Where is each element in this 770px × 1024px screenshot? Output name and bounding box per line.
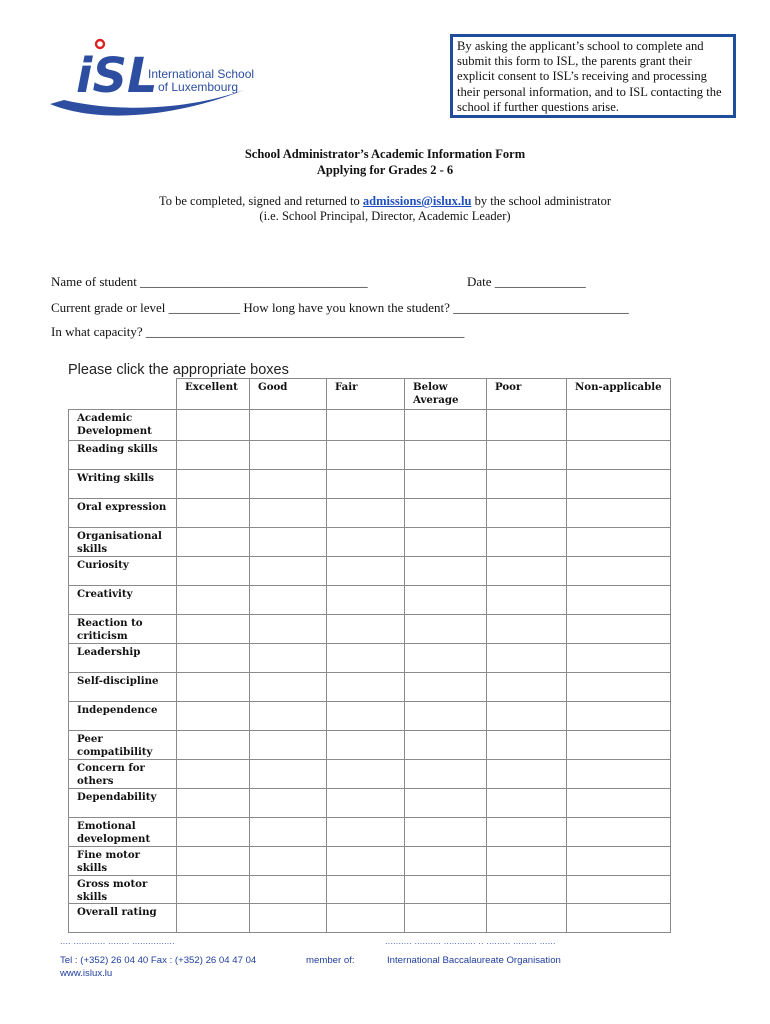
rating-checkbox-cell[interactable]: [567, 876, 671, 904]
rating-checkbox-cell[interactable]: [567, 557, 671, 586]
rating-checkbox-cell[interactable]: [177, 644, 250, 673]
rating-checkbox-cell[interactable]: [567, 731, 671, 760]
rating-checkbox-cell[interactable]: [327, 441, 405, 470]
table-row: [69, 528, 671, 557]
date-field[interactable]: Date ______________: [467, 274, 586, 289]
rating-checkbox-cell[interactable]: [405, 557, 487, 586]
row-label: Reading skills: [69, 441, 177, 470]
rating-checkbox-cell[interactable]: [327, 876, 405, 904]
column-header-below-average: Below Average: [405, 379, 487, 410]
table-row: [69, 876, 671, 904]
rating-checkbox-cell[interactable]: [250, 702, 327, 731]
rating-checkbox-cell[interactable]: [487, 470, 567, 499]
row-label: Creativity: [69, 586, 177, 615]
rating-checkbox-cell[interactable]: [567, 470, 671, 499]
rating-checkbox-cell[interactable]: [177, 818, 250, 847]
grade-and-duration-field[interactable]: Current grade or level ___________ How long have you known the student? ___________________________: [51, 300, 629, 315]
rating-checkbox-cell[interactable]: [487, 847, 567, 876]
rating-checkbox-cell[interactable]: [405, 760, 487, 789]
rating-checkbox-cell[interactable]: [327, 410, 405, 441]
row-label: Reaction to criticism: [69, 615, 177, 644]
rating-checkbox-cell[interactable]: [487, 644, 567, 673]
table-row: [69, 847, 671, 876]
rating-checkbox-cell[interactable]: [567, 847, 671, 876]
table-row: [69, 644, 671, 673]
rating-checkbox-cell[interactable]: [487, 818, 567, 847]
rating-checkbox-cell[interactable]: [487, 528, 567, 557]
consent-notice: By asking the applicant’s school to complete and submit this form to ISL, the parents grant their explicit consent to ISL’s receiving and processing their personal information, and to ISL contacting the school if further questions arise.: [450, 34, 736, 118]
rating-checkbox-cell[interactable]: [487, 789, 567, 818]
rating-checkbox-cell[interactable]: [177, 789, 250, 818]
rating-checkbox-cell[interactable]: [487, 702, 567, 731]
rating-checkbox-cell[interactable]: [567, 441, 671, 470]
table-caption: Please click the appropriate boxes: [68, 362, 289, 378]
table-row: [69, 760, 671, 789]
rating-checkbox-cell[interactable]: [327, 557, 405, 586]
instruction-line1: [0, 194, 770, 209]
rating-checkbox-cell[interactable]: [567, 615, 671, 644]
rating-checkbox-cell[interactable]: [405, 673, 487, 702]
rating-checkbox-cell[interactable]: [327, 470, 405, 499]
rating-checkbox-cell[interactable]: [567, 528, 671, 557]
rating-checkbox-cell[interactable]: [327, 847, 405, 876]
rating-checkbox-cell[interactable]: [177, 673, 250, 702]
capacity-field[interactable]: In what capacity? _________________________________________________: [51, 324, 465, 339]
rating-checkbox-cell[interactable]: [405, 586, 487, 615]
rating-checkbox-cell[interactable]: [250, 789, 327, 818]
rating-checkbox-cell[interactable]: [487, 410, 567, 441]
rating-checkbox-cell[interactable]: [327, 731, 405, 760]
table-row: [69, 557, 671, 586]
logo-mark: iSL: [76, 48, 158, 104]
row-label: Oral expression: [69, 499, 177, 528]
rating-checkbox-cell[interactable]: [177, 731, 250, 760]
rating-checkbox-cell[interactable]: [567, 644, 671, 673]
rating-checkbox-cell[interactable]: [405, 615, 487, 644]
rating-checkbox-cell[interactable]: [487, 586, 567, 615]
row-label: Gross motor skills: [69, 876, 177, 904]
rating-checkbox-cell[interactable]: [250, 470, 327, 499]
instructions: [0, 194, 770, 224]
table-row: [69, 410, 671, 441]
rating-checkbox-cell[interactable]: [327, 904, 405, 933]
rating-checkbox-cell[interactable]: [177, 904, 250, 933]
rating-checkbox-cell[interactable]: [487, 731, 567, 760]
rating-checkbox-cell[interactable]: [487, 760, 567, 789]
footer-cut-line-right: .......... .......... ............ .. ......... ......... ......: [385, 936, 556, 947]
rating-checkbox-cell[interactable]: [177, 499, 250, 528]
rating-checkbox-cell[interactable]: [250, 847, 327, 876]
rating-checkbox-cell[interactable]: [250, 760, 327, 789]
row-label: Emotional development: [69, 818, 177, 847]
rating-checkbox-cell[interactable]: [177, 557, 250, 586]
rating-checkbox-cell[interactable]: [567, 904, 671, 933]
rating-checkbox-cell[interactable]: [487, 876, 567, 904]
rating-checkbox-cell[interactable]: [250, 731, 327, 760]
rating-checkbox-cell[interactable]: [567, 410, 671, 441]
rating-checkbox-cell[interactable]: [405, 410, 487, 441]
rating-table: [68, 378, 671, 933]
rating-checkbox-cell[interactable]: [487, 904, 567, 933]
rating-checkbox-cell[interactable]: [177, 760, 250, 789]
rating-checkbox-cell[interactable]: [250, 615, 327, 644]
rating-checkbox-cell[interactable]: [177, 615, 250, 644]
table-row: [69, 818, 671, 847]
rating-checkbox-cell[interactable]: [567, 499, 671, 528]
rating-checkbox-cell[interactable]: [177, 441, 250, 470]
instruction-prefix: To be completed, signed and returned to: [158, 194, 363, 208]
header-blank: [69, 379, 177, 410]
row-label: Dependability: [69, 789, 177, 818]
rating-checkbox-cell[interactable]: [405, 847, 487, 876]
column-header-fair: Fair: [327, 379, 405, 410]
rating-checkbox-cell[interactable]: [327, 789, 405, 818]
rating-checkbox-cell[interactable]: [177, 876, 250, 904]
row-label: Curiosity: [69, 557, 177, 586]
rating-checkbox-cell[interactable]: [405, 818, 487, 847]
rating-checkbox-cell[interactable]: [327, 586, 405, 615]
rating-checkbox-cell[interactable]: [250, 644, 327, 673]
rating-checkbox-cell[interactable]: [405, 528, 487, 557]
table-header-row: [69, 379, 671, 410]
rating-checkbox-cell[interactable]: [567, 702, 671, 731]
rating-checkbox-cell[interactable]: [487, 499, 567, 528]
rating-checkbox-cell[interactable]: [250, 876, 327, 904]
rating-checkbox-cell[interactable]: [250, 904, 327, 933]
rating-checkbox-cell[interactable]: [250, 528, 327, 557]
row-label: Concern for others: [69, 760, 177, 789]
rating-checkbox-cell[interactable]: [327, 499, 405, 528]
column-header-non-applicable: Non-applicable: [567, 379, 671, 410]
row-label: Organisational skills: [69, 528, 177, 557]
isl-logo: [44, 34, 280, 120]
rating-checkbox-cell[interactable]: [327, 528, 405, 557]
rating-checkbox-cell[interactable]: [487, 557, 567, 586]
rating-checkbox-cell[interactable]: [250, 441, 327, 470]
footer-tel-fax: Tel : (+352) 26 04 40 Fax : (+352) 26 04 47 04: [60, 955, 257, 966]
rating-checkbox-cell[interactable]: [250, 557, 327, 586]
form-header: [0, 147, 770, 178]
rating-checkbox-cell[interactable]: [487, 441, 567, 470]
row-label: Leadership: [69, 644, 177, 673]
rating-checkbox-cell[interactable]: [177, 847, 250, 876]
rating-checkbox-cell[interactable]: [405, 644, 487, 673]
rating-checkbox-cell[interactable]: [405, 441, 487, 470]
rating-checkbox-cell[interactable]: [567, 760, 671, 789]
row-label: Writing skills: [69, 470, 177, 499]
footer-member-of: member of:: [306, 955, 355, 966]
rating-checkbox-cell[interactable]: [327, 615, 405, 644]
logo-line2: of Luxembourg: [158, 80, 239, 94]
table-row: [69, 586, 671, 615]
rating-checkbox-cell[interactable]: [177, 702, 250, 731]
rating-checkbox-cell[interactable]: [327, 760, 405, 789]
row-label: Overall rating: [69, 904, 177, 933]
rating-checkbox-cell[interactable]: [405, 789, 487, 818]
rating-checkbox-cell[interactable]: [327, 818, 405, 847]
rating-checkbox-cell[interactable]: [405, 876, 487, 904]
rating-checkbox-cell[interactable]: [250, 818, 327, 847]
rating-checkbox-cell[interactable]: [405, 702, 487, 731]
rating-checkbox-cell[interactable]: [567, 818, 671, 847]
rating-checkbox-cell[interactable]: [405, 904, 487, 933]
footer-website[interactable]: www.islux.lu: [60, 968, 113, 979]
rating-checkbox-cell[interactable]: [487, 615, 567, 644]
rating-checkbox-cell[interactable]: [177, 410, 250, 441]
form-title: School Administrator’s Academic Information Form: [244, 147, 526, 161]
table-row: [69, 673, 671, 702]
rating-checkbox-cell[interactable]: [250, 586, 327, 615]
rating-checkbox-cell[interactable]: [567, 789, 671, 818]
row-label: Self-discipline: [69, 673, 177, 702]
row-label: Academic Development: [69, 410, 177, 441]
row-label: Peer compatibility: [69, 731, 177, 760]
rating-checkbox-cell[interactable]: [405, 731, 487, 760]
table-row: [69, 499, 671, 528]
table-row: [69, 904, 671, 933]
column-header-good: Good: [250, 379, 327, 410]
table-row: [69, 702, 671, 731]
footer-cut-line-left: .... ............ ........ ................: [60, 936, 175, 947]
rating-checkbox-cell[interactable]: [405, 499, 487, 528]
student-name-field[interactable]: Name of student ___________________________________: [51, 274, 368, 289]
rating-checkbox-cell[interactable]: [250, 673, 327, 702]
form-subtitle: Applying for Grades 2 - 6: [316, 162, 454, 177]
rating-checkbox-cell[interactable]: [177, 470, 250, 499]
rating-checkbox-cell[interactable]: [327, 673, 405, 702]
table-row: [69, 470, 671, 499]
row-label: Independence: [69, 702, 177, 731]
instruction-suffix: by the school administrator: [471, 194, 612, 208]
rating-checkbox-cell[interactable]: [567, 673, 671, 702]
row-label: Fine motor skills: [69, 847, 177, 876]
footer-organisation: International Baccalaureate Organisation: [387, 955, 561, 966]
table-row: [69, 615, 671, 644]
rating-checkbox-cell[interactable]: [487, 673, 567, 702]
column-header-poor: Poor: [487, 379, 567, 410]
table-row: [69, 731, 671, 760]
column-header-excellent: Excellent: [177, 379, 250, 410]
rating-checkbox-cell[interactable]: [405, 470, 487, 499]
rating-checkbox-cell[interactable]: [250, 499, 327, 528]
rating-checkbox-cell[interactable]: [327, 644, 405, 673]
rating-checkbox-cell[interactable]: [567, 586, 671, 615]
table-row: [69, 441, 671, 470]
rating-checkbox-cell[interactable]: [177, 586, 250, 615]
rating-checkbox-cell[interactable]: [327, 702, 405, 731]
email-link[interactable]: admissions@islux.lu: [362, 194, 472, 208]
rating-checkbox-cell[interactable]: [177, 528, 250, 557]
instruction-line2: (i.e. School Principal, Director, Academic Leader): [259, 209, 511, 223]
rating-checkbox-cell[interactable]: [250, 410, 327, 441]
logo-line1: International School: [148, 67, 255, 81]
table-row: [69, 789, 671, 818]
